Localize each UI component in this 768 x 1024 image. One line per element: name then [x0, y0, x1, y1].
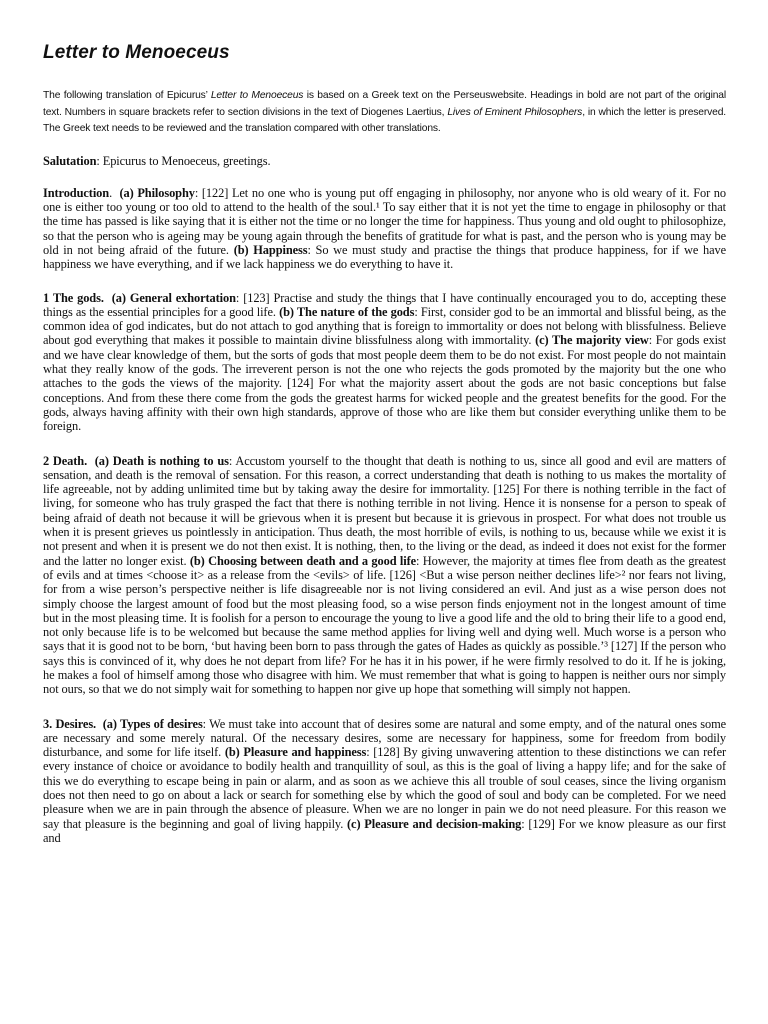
note-text-3: , in which the letter is preserved. The Greek text needs to be reviewed and the translation compared with other translations. — [43, 106, 726, 134]
pleasure-decision-text: : [129] For we know pleasure as our first and — [43, 816, 727, 845]
majority-view-text: : For gods exist and we have clear knowledge of them, but the sorts of gods that most people deem them to be do not exist. For most people do not maintain what they really know of the gods. The irreverent person is not the one who rejects the gods promoted by the majority but the one who attaches to the gods the views of the majority. [124] For what the majority assert about the gods are not basic conceptions but false conceptions. And from these there come from the gods the greatest harms for wicked people and the greatest benefits for the good. For the gods, always having affinity with their own high standards, approve of those who are like them but consider everything unlike them to be foreign. — [43, 333, 726, 434]
gods-heading: 1 The gods. — [43, 290, 104, 305]
salutation-text: : Epicurus to Menoeceus, greetings. — [96, 153, 271, 168]
note-book-title-2: Lives of Eminent Philosophers — [447, 106, 583, 118]
desires-heading: 3. Desires. — [43, 716, 97, 731]
types-of-desires-text: : We must take into account that of desires some are natural and some empty, and of the natural ones some are necessary and some merely natural. Of the necessary desires, some are necessary for happiness, some for freedom from bodily disturbance, and some for life itself. — [43, 716, 727, 760]
desires-paragraph — [43, 717, 726, 846]
salutation-label: Salutation — [43, 153, 97, 168]
note-book-title-1: Letter to Menoeceus — [210, 90, 304, 101]
nature-of-gods-text: : First, consider god to be an immortal and blissful being, as the common idea of god indicates, but do not attach to god anything that is foreign to immortality or does not belong with blissfulness. Believe about god everything that makes it possible to maintain divine blissfulness along with immortality. — [43, 304, 726, 348]
pleasure-decision-subheading: (c) Pleasure and decision-making — [347, 816, 522, 831]
death-paragraph — [43, 454, 726, 697]
pleasure-happiness-text: : [128] By giving unwavering attention to these distinctions we can refer every instance of choice or avoidance to bodily health and tranquillity of soul, as this is the goal of living a happy life; and for the sake of this we do everything to escape being in pain or alarm, and as soon as we achieve this all trouble of soul ceases, since the living organism does not then need to go on about a lack or search for something else by which the good of soul and body can be completed. For we need pleasure when we are in pain through the absence of pleasure. When we are no longer in pain we do not need pleasure. For this reason we say that pleasure is the beginning and goal of living happily. — [43, 745, 726, 831]
philosophy-text: : [122] Let no one who is young put off engaging in philosophy, nor anyone who is old weary of it. For no one is either too young or too old to attend to the health of the soul.¹ To say either that it is not yet the time to engage in philosophy or that the time has passed is like saying that it is either not the time or no longer the time for happiness. Thus young and old ought to philosophize, so that the person who is ageing may be young again through the benefits of gratitude for what is past, and the person who is young may be old in not being afraid of the future. — [43, 185, 726, 257]
translation-note — [43, 88, 726, 138]
general-exhortation-subheading: (a) General exhortation — [111, 290, 236, 305]
pleasure-happiness-subheading: (b) Pleasure and happiness — [224, 745, 367, 760]
philosophy-subheading: (a) Philosophy — [119, 185, 195, 200]
death-nothing-subheading: (a) Death is nothing to us — [94, 453, 229, 468]
document-page — [43, 42, 726, 845]
introduction-paragraph: Introduction. (a) Philosophy: [122] Let no one who is young put off engaging in philosophy, nor anyone who is old weary of it. For no one is either too young or too old to attend to the health of the soul.¹ To say either that it is not yet the time to engage in philosophy or that the time has passed is like saying that it is either not the time or no longer the time for happiness. Thus young and old ought to philosophize, so that the person who is ageing may be young again through the benefits of gratitude for what is past, and the person who is young may be old in not being afraid of the future. (b) Happiness: So we must study and practise the things that produce happiness, for if we have happiness we have everything, and if we lack happiness we do everything to have it. — [43, 185, 727, 272]
majority-view-subheading: (c) The majority view — [535, 333, 649, 348]
note-text-2: is based on a Greek text on the Perseuswebsite. Headings in bold are not part of the original text. Numbers in square brackets refer to section divisions in the text of Diogenes Laertius, — [43, 90, 727, 118]
salutation-paragraph — [43, 154, 726, 168]
types-of-desires-subheading: (a) Types of desires — [102, 716, 203, 731]
general-exhortation-text: : [123] Practise and study the things that I have continually encouraged you to do, accepting these things as the essential principles for a good life. — [43, 290, 726, 319]
introduction-heading: Introduction — [43, 185, 110, 200]
choosing-subheading: (b) Choosing between death and a good life — [189, 553, 417, 568]
death-nothing-text: : Accustom yourself to the thought that death is nothing to us, since all good and evil are matters of sensation, and death is the removal of sensation. For this reason, a correct understanding that death is nothing to us makes the mortality of life agreeable, not by adding unlimited time but by taking away the desire for immortality. [125] For there is nothing terrible in the fact of living, for someone who has truly grasped the fact that there is nothing terrible in not living. Hence it is nonsense for a person to speak of being afraid of death not because it will be grievous when it is present but because it is grievous in prospect. For what does not trouble us when it is present grieves us pointlessly in anticipation. Thus death, the most horrible of evils, is nothing to us, because while we exist it is not present and when it is present we do not then exist. It is nothing, then, to the living or the dead, as indeed it does not exist for the former and the latter no longer exist. — [43, 453, 726, 568]
happiness-subheading: (b) Happiness — [233, 242, 308, 257]
document-title: Letter to Menoeceus — [43, 42, 230, 63]
death-heading: 2 Death. — [43, 453, 88, 468]
note-text-1: The following translation of Epicurus’ — [43, 90, 211, 101]
nature-of-gods-subheading: (b) The nature of the gods — [279, 304, 415, 319]
happiness-text: : So we must study and practise the things that produce happiness, for if we have happiness we have everything, and if we lack happiness we do everything to have it. — [43, 242, 727, 272]
gods-paragraph — [43, 291, 726, 434]
choosing-text: : However, the majority at times flee from death as the greatest of evils and at times <choose it> as a release from the <evils> of life. [126] <But a wise person neither declines life>² nor fears not living, for from a wise person’s perspective neither is life disagreeable nor is not living considered an evil. And just as a wise person does not simply choose the largest amount of food but the most pleasing food, so a wise person finds enjoyment not in the longest amount of time but in the most pleasing time. It is foolish for a person to encourage the young to live a good life and the old to bring their life to a good end, not only because life is to be welcomed but because the same method applies for living well and dying well. Much worse is a person who says that it is good not to be born, ‘but having been born to pass through the gates of Hades as quickly as possible.’³ [127] If the person who says this is convinced of it, why does he not depart from life? For he has it in his power, if he were firmly resolved to do it. If he is joking, he makes a fool of himself among those who disagree with him. We must remember that what is going to happen is neither ours nor simply not ours, so that we do not simply wait for something to happen nor give up hope that something will simply not happen. — [43, 553, 727, 697]
